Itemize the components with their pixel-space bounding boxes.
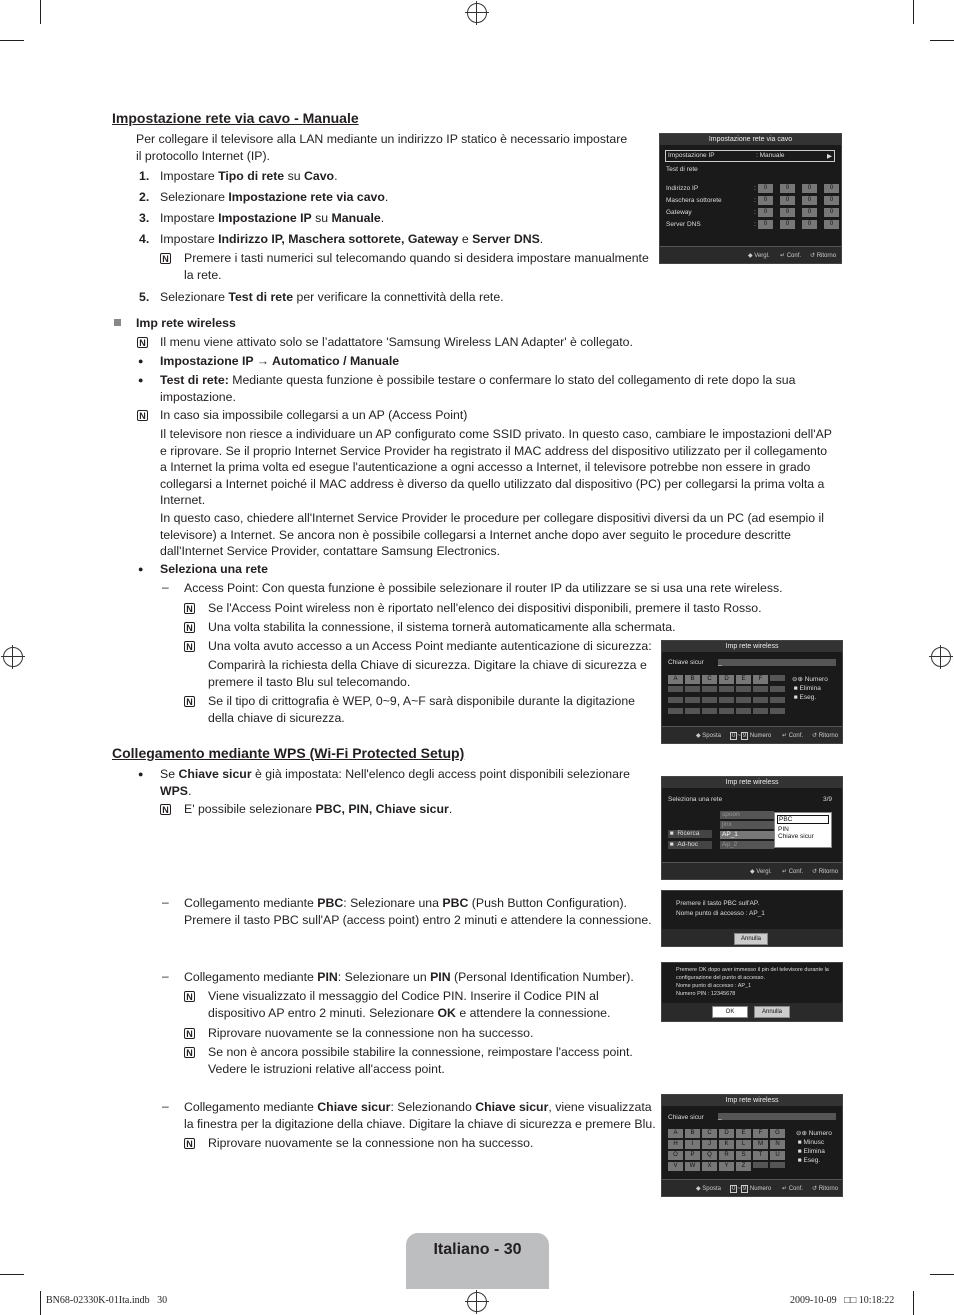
crop-mark: [40, 0, 41, 24]
crop-mark: [0, 40, 24, 41]
osd-ip-octet[interactable]: 0: [824, 220, 839, 229]
osd-key-input[interactable]: _: [718, 659, 836, 666]
osd-key[interactable]: E: [736, 675, 751, 684]
note-icon: N: [137, 410, 148, 421]
wireless-title: Imp rete wireless: [136, 316, 236, 330]
osd-wired-network-settings: [659, 133, 842, 264]
key-9-icon: 9: [742, 1186, 747, 1192]
access-point-text: Access Point: Con questa funzione è possibile selezionare il router IP da utilizzare se si usa una rete wireless.: [184, 581, 783, 595]
key-0-icon: 0: [732, 733, 736, 739]
registration-mark-icon: [931, 647, 951, 667]
osd-network-test[interactable]: Test di rete: [666, 166, 698, 173]
ap-note-2: Una volta stabilita la connessione, il sistema tornerà automaticamente alla schermata.: [208, 620, 676, 634]
osd-ip-octet[interactable]: 0: [758, 184, 773, 193]
osd-key-input[interactable]: _: [718, 1113, 836, 1120]
note-icon: N: [137, 337, 148, 348]
ap-note-4: Se il tipo di crittografia è WEP, 0~9, A~F sarà disponibile durante la digitazione della chiave di sicurezza.: [208, 694, 635, 725]
osd-key-blank[interactable]: [702, 697, 717, 703]
pin-text: Collegamento mediante PIN: Selezionare un PIN (Personal Identification Number).: [184, 970, 634, 984]
osd-key[interactable]: N: [770, 1140, 785, 1149]
bullet-ip-setting: Impostazione IP → Automatico / Manuale: [160, 354, 400, 368]
dash-icon: –: [162, 1099, 169, 1113]
osd-key[interactable]: R: [719, 1151, 734, 1160]
note-icon: N: [184, 1138, 195, 1149]
key-note: Riprovare nuovamente se la connessione non ha successo.: [208, 1136, 534, 1150]
wireless-para-2: In questo caso, chiedere all'Internet Service Provider le procedure per collegare dispositivi diversi da un PC (ad esempio il televisore) a Internet. Se ancora non è possibile collegarsi a Internet anche dopo aver seguito le procedure descritte dall'Internet Service Provider, contattare Samsung Electronics.: [160, 511, 824, 558]
osd-key-blank[interactable]: [736, 697, 751, 703]
osd-key-blank[interactable]: [668, 686, 683, 692]
osd-key[interactable]: F: [753, 675, 768, 684]
key-icon: ⊖⊕: [796, 1130, 807, 1137]
ap-note-3: Una volta avuto accesso a un Access Point mediante autenticazione di sicurezza:: [208, 639, 652, 653]
ap-note-1: Se l'Access Point wireless non è riportato nell'elenco dei dispositivi disponibili, premere il tasto Rosso.: [208, 601, 762, 615]
osd-key-blank[interactable]: [753, 697, 768, 703]
print-date: 2009-10-09 □□ 10:18:22: [790, 1295, 895, 1306]
osd-key[interactable]: O: [668, 1151, 683, 1160]
osd-ip-octet[interactable]: 0: [802, 208, 817, 217]
crop-mark: [913, 0, 914, 24]
osd-ip-octet[interactable]: 0: [780, 220, 795, 229]
osd-key-blank[interactable]: [770, 708, 785, 714]
osd-key[interactable]: F: [753, 1129, 768, 1138]
crop-mark: [930, 1274, 954, 1275]
note-icon: N: [184, 603, 195, 614]
osd-key[interactable]: A: [668, 675, 683, 684]
bullet-icon: ●: [138, 564, 144, 574]
osd-key[interactable]: Z: [736, 1162, 751, 1171]
osd-key[interactable]: B: [685, 1129, 700, 1138]
key-text-2: la finestra per la digitazione della chiave. Digitare la chiave di sicurezza e premere Blu.: [184, 1117, 656, 1131]
key-0-icon: 0: [732, 1186, 736, 1192]
osd-separator: :: [754, 209, 756, 216]
popup-key[interactable]: Chiave sicur: [778, 833, 814, 840]
osd-key-blank[interactable]: [753, 1162, 768, 1168]
crop-mark: [913, 1291, 914, 1315]
pin-note-3b: Vedere le istruzioni relative all'access point.: [208, 1062, 445, 1076]
osd-ip-octet[interactable]: 0: [758, 196, 773, 205]
osd-ip-octet[interactable]: 0: [802, 196, 817, 205]
note-icon: N: [184, 641, 195, 652]
osd-row-gateway: Gateway: [666, 209, 692, 216]
arrow-right-icon: ▶: [827, 153, 832, 160]
osd-ip-octet[interactable]: 0: [802, 184, 817, 193]
wireless-note-2: In caso sia impossibile collegarsi a un AP (Access Point): [160, 408, 468, 422]
registration-mark-icon: [3, 647, 23, 667]
osd-key[interactable]: Q: [702, 1151, 717, 1160]
popup-pin[interactable]: PIN: [778, 826, 789, 833]
osd-key[interactable]: X: [702, 1162, 717, 1171]
osd-separator: :: [754, 185, 756, 192]
page-number: Italiano - 30: [433, 1241, 522, 1258]
cancel-button[interactable]: Annulla: [734, 933, 768, 945]
osd-pin-dialog: Premere OK dopo aver immesso il pin del televisore durante la configurazione del punto di accesso. Nome punto di accesso : AP_1 Numero PIN : 12345678 OK Annulla: [661, 962, 843, 1022]
osd-key[interactable]: D: [719, 1129, 734, 1138]
wireless-note-1: Il menu viene attivato solo se l’adattatore 'Samsung Wireless LAN Adapter' è collegato.: [160, 335, 633, 349]
pbc-text-2: Premere il tasto PBC sull'AP (access point) entro 2 minuti e attendere la connessione.: [184, 913, 652, 927]
osd-ip-setting-row[interactable]: Impostazione IP : Manuale ▶: [665, 150, 835, 162]
osd-key[interactable]: D: [719, 675, 734, 684]
bullet-select-network: Seleziona una rete: [160, 562, 268, 576]
osd-ip-octet[interactable]: 0: [758, 208, 773, 217]
osd-key-blank[interactable]: [719, 686, 734, 692]
crop-mark: [40, 1291, 41, 1315]
osd-ip-octet[interactable]: 0: [824, 208, 839, 217]
osd-key[interactable]: T: [753, 1151, 768, 1160]
crop-mark: [0, 1274, 24, 1275]
osd-ip-octet[interactable]: 0: [758, 220, 773, 229]
osd-key[interactable]: A: [668, 1129, 683, 1138]
osd-title: Impostazione rete via cavo: [660, 134, 841, 145]
pin-note-2: Riprovare nuovamente se la connessione non ha successo.: [208, 1026, 534, 1040]
osd-key-blank[interactable]: [719, 697, 734, 703]
key-9-icon: 9: [742, 733, 747, 739]
osd-key[interactable]: C: [702, 1129, 717, 1138]
osd-key-blank[interactable]: [770, 686, 785, 692]
osd-key[interactable]: G: [770, 1129, 785, 1138]
note-icon: N: [160, 804, 171, 815]
osd-key-blank[interactable]: [685, 697, 700, 703]
osd-key-blank[interactable]: [702, 686, 717, 692]
note-icon: N: [184, 1028, 195, 1039]
osd-ip-octet[interactable]: 0: [780, 184, 795, 193]
osd-key[interactable]: S: [736, 1151, 751, 1160]
osd-key[interactable]: H: [668, 1140, 683, 1149]
registration-mark-icon: [467, 3, 487, 23]
bullet-icon: ●: [138, 356, 144, 366]
osd-key-blank[interactable]: [770, 675, 785, 681]
bullet-network-test: Test di rete: Mediante questa funzione è possibile testare o confermare lo stato del collegamento di rete dopo la sua impostazione.: [160, 373, 796, 404]
section-heading-wired-manual: Impostazione rete via cavo - Manuale: [112, 110, 359, 126]
osd-key-blank[interactable]: [753, 686, 768, 692]
osd-key-blank[interactable]: [702, 708, 717, 714]
osd-key[interactable]: J: [702, 1140, 717, 1149]
cancel-button[interactable]: Annulla: [754, 1006, 790, 1018]
osd-key-blank[interactable]: [685, 686, 700, 692]
osd-left-btn[interactable]: ■ Ad-hoc: [668, 841, 712, 849]
osd-key[interactable]: P: [685, 1151, 700, 1160]
wireless-para-1: Il televisore non riesce a individuare un AP configurato come SSID privato. In questo caso, cambiare le impostazioni dell'AP e riprovare. Se il proprio Internet Service Provider ha registrato il MAC address del dispositivo utilizzato per il collegamento a Internet la prima volta ed esegue l'autenticazione a ogni accesso a Internet, il televisore potrebbe non essere in grado collegarsi a Internet poiché il MAC address è diverso da quello utilizzato dal dispositivo (PC) per collegarsi la prima volta a Internet.: [160, 427, 832, 507]
bullet-icon: ●: [138, 769, 144, 779]
osd-pbc-dialog: Premere il tasto PBC sull'AP. Nome punto di accesso : AP_1 Annulla: [661, 890, 843, 947]
osd-select-network: Imp rete wireless Seleziona una rete 3/9 ■ Ricerca ■ Ad-hoc spoon jinx AP_1 Ap_2 PBC PIN Chiave sicur ◆ Vergl. ↵ Conf. ↺ Ritorno: [661, 776, 843, 880]
osd-key[interactable]: K: [719, 1140, 734, 1149]
osd-security-key-alpha: Imp rete wireless Chiave sicur _ ⊖⊕ Numero ■ Minusc ■ Elimina ■ Eseg. ◆ Sposta 0 ~ 9 Numero ↵ Conf. ↺ Ritorno A B C D E F G H I J K L M N O P Q R S T U V W X Y Z: [661, 1094, 843, 1197]
osd-key-blank[interactable]: [668, 708, 683, 714]
square-bullet-icon: [114, 319, 121, 326]
osd-key-blank[interactable]: [770, 1162, 785, 1168]
osd-network-item[interactable]: AP_1: [720, 831, 774, 839]
dash-icon: –: [162, 969, 169, 983]
registration-mark-icon: [467, 1292, 487, 1312]
pin-note-1: Viene visualizzato il messaggio del Codice PIN. Inserire il Codice PIN al: [208, 989, 599, 1003]
wps-note: E' possibile selezionare PBC, PIN, Chiave sicur.: [184, 802, 453, 816]
note-icon: N: [160, 253, 171, 264]
osd-key-blank[interactable]: [753, 708, 768, 714]
osd-key[interactable]: V: [668, 1162, 683, 1171]
osd-key-blank[interactable]: [719, 708, 734, 714]
osd-network-item[interactable]: jinx: [720, 821, 774, 829]
ap-note-3-detail: Comparirà la richiesta della Chiave di sicurezza. Digitare la chiave di sicurezza e premere il tasto Blu sul telecomando.: [208, 658, 647, 689]
osd-ip-octet[interactable]: 0: [824, 196, 839, 205]
osd-row-dns: Server DNS: [666, 221, 701, 228]
bullet-icon: ●: [138, 375, 144, 385]
osd-wps-popup: [774, 812, 832, 848]
note-icon: N: [184, 991, 195, 1002]
section-heading-wps: Collegamento mediante WPS (Wi-Fi Protected Setup): [112, 745, 465, 761]
intro-text: Per collegare il televisore alla LAN mediante un indirizzo IP statico è necessario impostare il protocollo Internet (IP).: [136, 132, 628, 163]
dash-icon: –: [162, 580, 169, 594]
note-icon: N: [184, 1047, 195, 1058]
file-info: BN68-02330K-01Ita.indb 30: [46, 1295, 168, 1306]
step-4-note: Premere i tasti numerici sul telecomando quando si desidera impostare manualmente la rete.: [184, 251, 649, 282]
pin-note-1b: dispositivo AP entro 2 minuti. Selezionare OK e attendere la connessione.: [208, 1006, 611, 1020]
osd-hint-bar: ◆ Vergl. ↵ Conf. ↺ Ritorno: [660, 246, 841, 263]
pbc-text: Collegamento mediante PBC: Selezionare una PBC (Push Button Configuration).: [184, 896, 627, 910]
osd-ip-octet[interactable]: 0: [780, 208, 795, 217]
osd-row-ip: Indirizzo IP: [666, 185, 699, 192]
osd-key[interactable]: W: [685, 1162, 700, 1171]
osd-security-key-hex: Imp rete wireless Chiave sicur _ ⊖⊕ Numero ■ Elimina ■ Eseg. ◆ Sposta 0 ~ 9 Numero ↵ Conf. ↺ Ritorno A B C D E F: [661, 640, 843, 744]
osd-key-blank[interactable]: [736, 708, 751, 714]
crop-mark: [930, 40, 954, 41]
key-text: Collegamento mediante Chiave sicur: Selezionando Chiave sicur, viene visualizzata: [184, 1100, 652, 1114]
osd-key[interactable]: U: [770, 1151, 785, 1160]
osd-ip-octet[interactable]: 0: [780, 196, 795, 205]
ok-button[interactable]: OK: [712, 1006, 748, 1018]
osd-key-blank[interactable]: [685, 708, 700, 714]
osd-key-blank[interactable]: [736, 686, 751, 692]
osd-key-blank[interactable]: [770, 697, 785, 703]
osd-ip-octet[interactable]: 0: [802, 220, 817, 229]
osd-key[interactable]: M: [753, 1140, 768, 1149]
osd-network-item[interactable]: Ap_2: [720, 841, 774, 849]
osd-separator: :: [754, 197, 756, 204]
popup-pbc[interactable]: PBC: [777, 815, 829, 824]
key-icon: ⊖⊕: [792, 676, 803, 683]
osd-key[interactable]: E: [736, 1129, 751, 1138]
osd-key-blank[interactable]: [668, 697, 683, 703]
osd-separator: :: [754, 221, 756, 228]
osd-ip-octet[interactable]: 0: [824, 184, 839, 193]
note-icon: N: [184, 696, 195, 707]
dash-icon: –: [162, 895, 169, 909]
osd-left-btn[interactable]: ■ Ricerca: [668, 830, 712, 838]
osd-network-item[interactable]: spoon: [720, 811, 774, 819]
wps-bullet: Se Chiave sicur è già impostata: Nell'elenco degli access point disponibili selezionare WPS.: [160, 767, 630, 798]
osd-key[interactable]: I: [685, 1140, 700, 1149]
osd-row-subnet: Maschera sottorete: [666, 197, 722, 204]
osd-key[interactable]: L: [736, 1140, 751, 1149]
osd-key[interactable]: B: [685, 675, 700, 684]
note-icon: N: [184, 622, 195, 633]
osd-key[interactable]: C: [702, 675, 717, 684]
osd-key[interactable]: Y: [719, 1162, 734, 1171]
pin-note-3: Se non è ancora possibile stabilire la connessione, reimpostare l'access point.: [208, 1045, 633, 1059]
